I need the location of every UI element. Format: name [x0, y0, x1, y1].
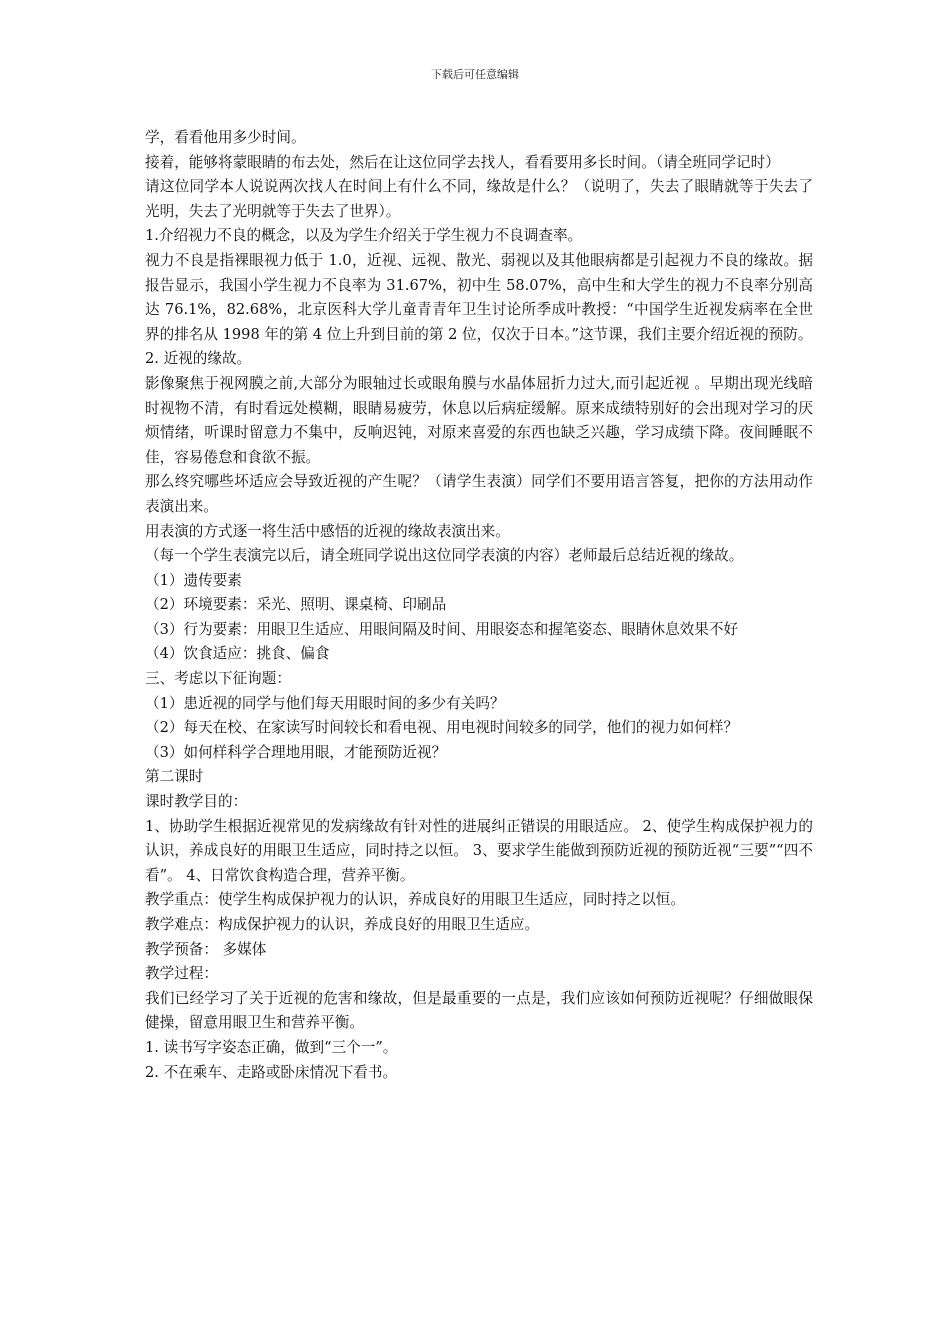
paragraph: 请这位同学本人说说两次找人在时间上有什么不同，缘故是什么？（说明了，失去了眼睛就等于失去了光明，失去了光明就等于失去了世界）。 [145, 178, 813, 220]
paragraph: （2）每天在校、在家读写时间较长和看电视、用电视时间较多的同学，他们的视力如何样？ [145, 719, 739, 737]
paragraph: 影像聚焦于视网膜之前,大部分为眼轴过长或眼角膜与水晶体屈折力过大,而引起近视 。早期出现光线暗时视物不清，有时看远处模糊，眼睛易疲劳，休息以后病症缓解。原来成绩特别好的会出现对学习的厌烦情绪，听课时留意力不集中，反响迟钝，对原来喜爱的东西也缺乏兴趣，学习成绩下降。夜间睡眠不佳，容易倦怠和食欲不振。 [145, 374, 813, 466]
paragraph: 2. 近视的缘故。 [145, 350, 252, 368]
paragraph: （1）遗传要素 [145, 571, 242, 589]
document-body [145, 126, 813, 1085]
paragraph: 教学难点：构成保护视力的认识，养成良好的用眼卫生适应。 [145, 916, 540, 933]
paragraph: 用表演的方式逐一将生活中感悟的近视的缘故表演出来。 [145, 522, 510, 540]
paragraph: 三、考虑以下征询题： [145, 670, 291, 688]
paragraph: 教学过程： [145, 965, 218, 983]
paragraph: （1）患近视的同学与他们每天用眼时间的多少有关吗？ [145, 694, 505, 712]
page-header: 下载后可任意编辑 [431, 68, 519, 81]
paragraph: （每一个学生表演完以后，请全班同学说出这位同学表演的内容）老师最后总结近视的缘故。 [145, 547, 744, 565]
paragraph: 第二课时 [145, 768, 204, 786]
paragraph: （4）饮食适应：挑食、偏食 [145, 645, 330, 663]
paragraph: 1、协助学生根据近视常见的发病缘故有针对性的进展纠正错误的用眼适应。 2、使学生构成保护视力的认识，养成良好的用眼卫生适应，同时持之以恒。 3、要求学生能做到预防近视的预防近视“三要”“四不看”。 4、日常饮食构造合理，营养平衡。 [145, 817, 813, 884]
paragraph: 2. 不在乘车、走路或卧床情况下看书。 [145, 1063, 398, 1081]
paragraph: 我们已经学习了关于近视的危害和缘故，但是最重要的一点是，我们应该如何预防近视呢？仔细做眼保健操，留意用眼卫生和营养平衡。 [145, 989, 813, 1032]
paragraph: 接着，能够将蒙眼睛的布去处，然后在让这位同学去找人，看看要用多长时间。（请全班同学记时） [145, 153, 780, 171]
paragraph: 那么终究哪些坏适应会导致近视的产生呢？（请学生表演）同学们不要用语言答复，把你的方法用动作表演出来。 [145, 473, 813, 515]
paragraph: 教学重点：使学生构成保护视力的认识，养成良好的用眼卫生适应，同时持之以恒。 [145, 891, 685, 909]
paragraph: （2）环境要素：采光、照明、课桌椅、印刷品 [145, 596, 447, 614]
paragraph: 教学预备： 多媒体 [145, 940, 267, 958]
paragraph: 学，看看他用多少时间。 [145, 129, 306, 146]
paragraph: 1.介绍视力不良的概念，以及为学生介绍关于学生视力不良调查率。 [145, 227, 583, 245]
paragraph: （3）如何样科学合理地用眼，才能预防近视？ [145, 743, 447, 761]
paragraph: （3）行为要素：用眼卫生适应、用眼间隔及时间、用眼姿态和握笔姿态、眼睛休息效果不好 [145, 620, 739, 638]
paragraph: 1. 读书写字姿态正确，做到“三个一”。 [145, 1038, 398, 1056]
paragraph: 课时教学目的： [145, 793, 248, 811]
paragraph: 视力不良是指裸眼视力低于 1.0，近视、远视、散光、弱视以及其他眼病都是引起视力不良的缘故。据报告显示，我国小学生视力不良率为 31.67%，初中生 58.07%，高中生和大学生的视力不良率分别高达 76.1%，82.68%，北京医科大学儿童青青年卫生讨论所季成叶教授：“中国学生近视发病率在全世界的排名从 1998 年的第 4 位上升到目前的第 2 位，仅次于日本。”这节课，我们主要介绍近视的预防。 [145, 251, 813, 343]
